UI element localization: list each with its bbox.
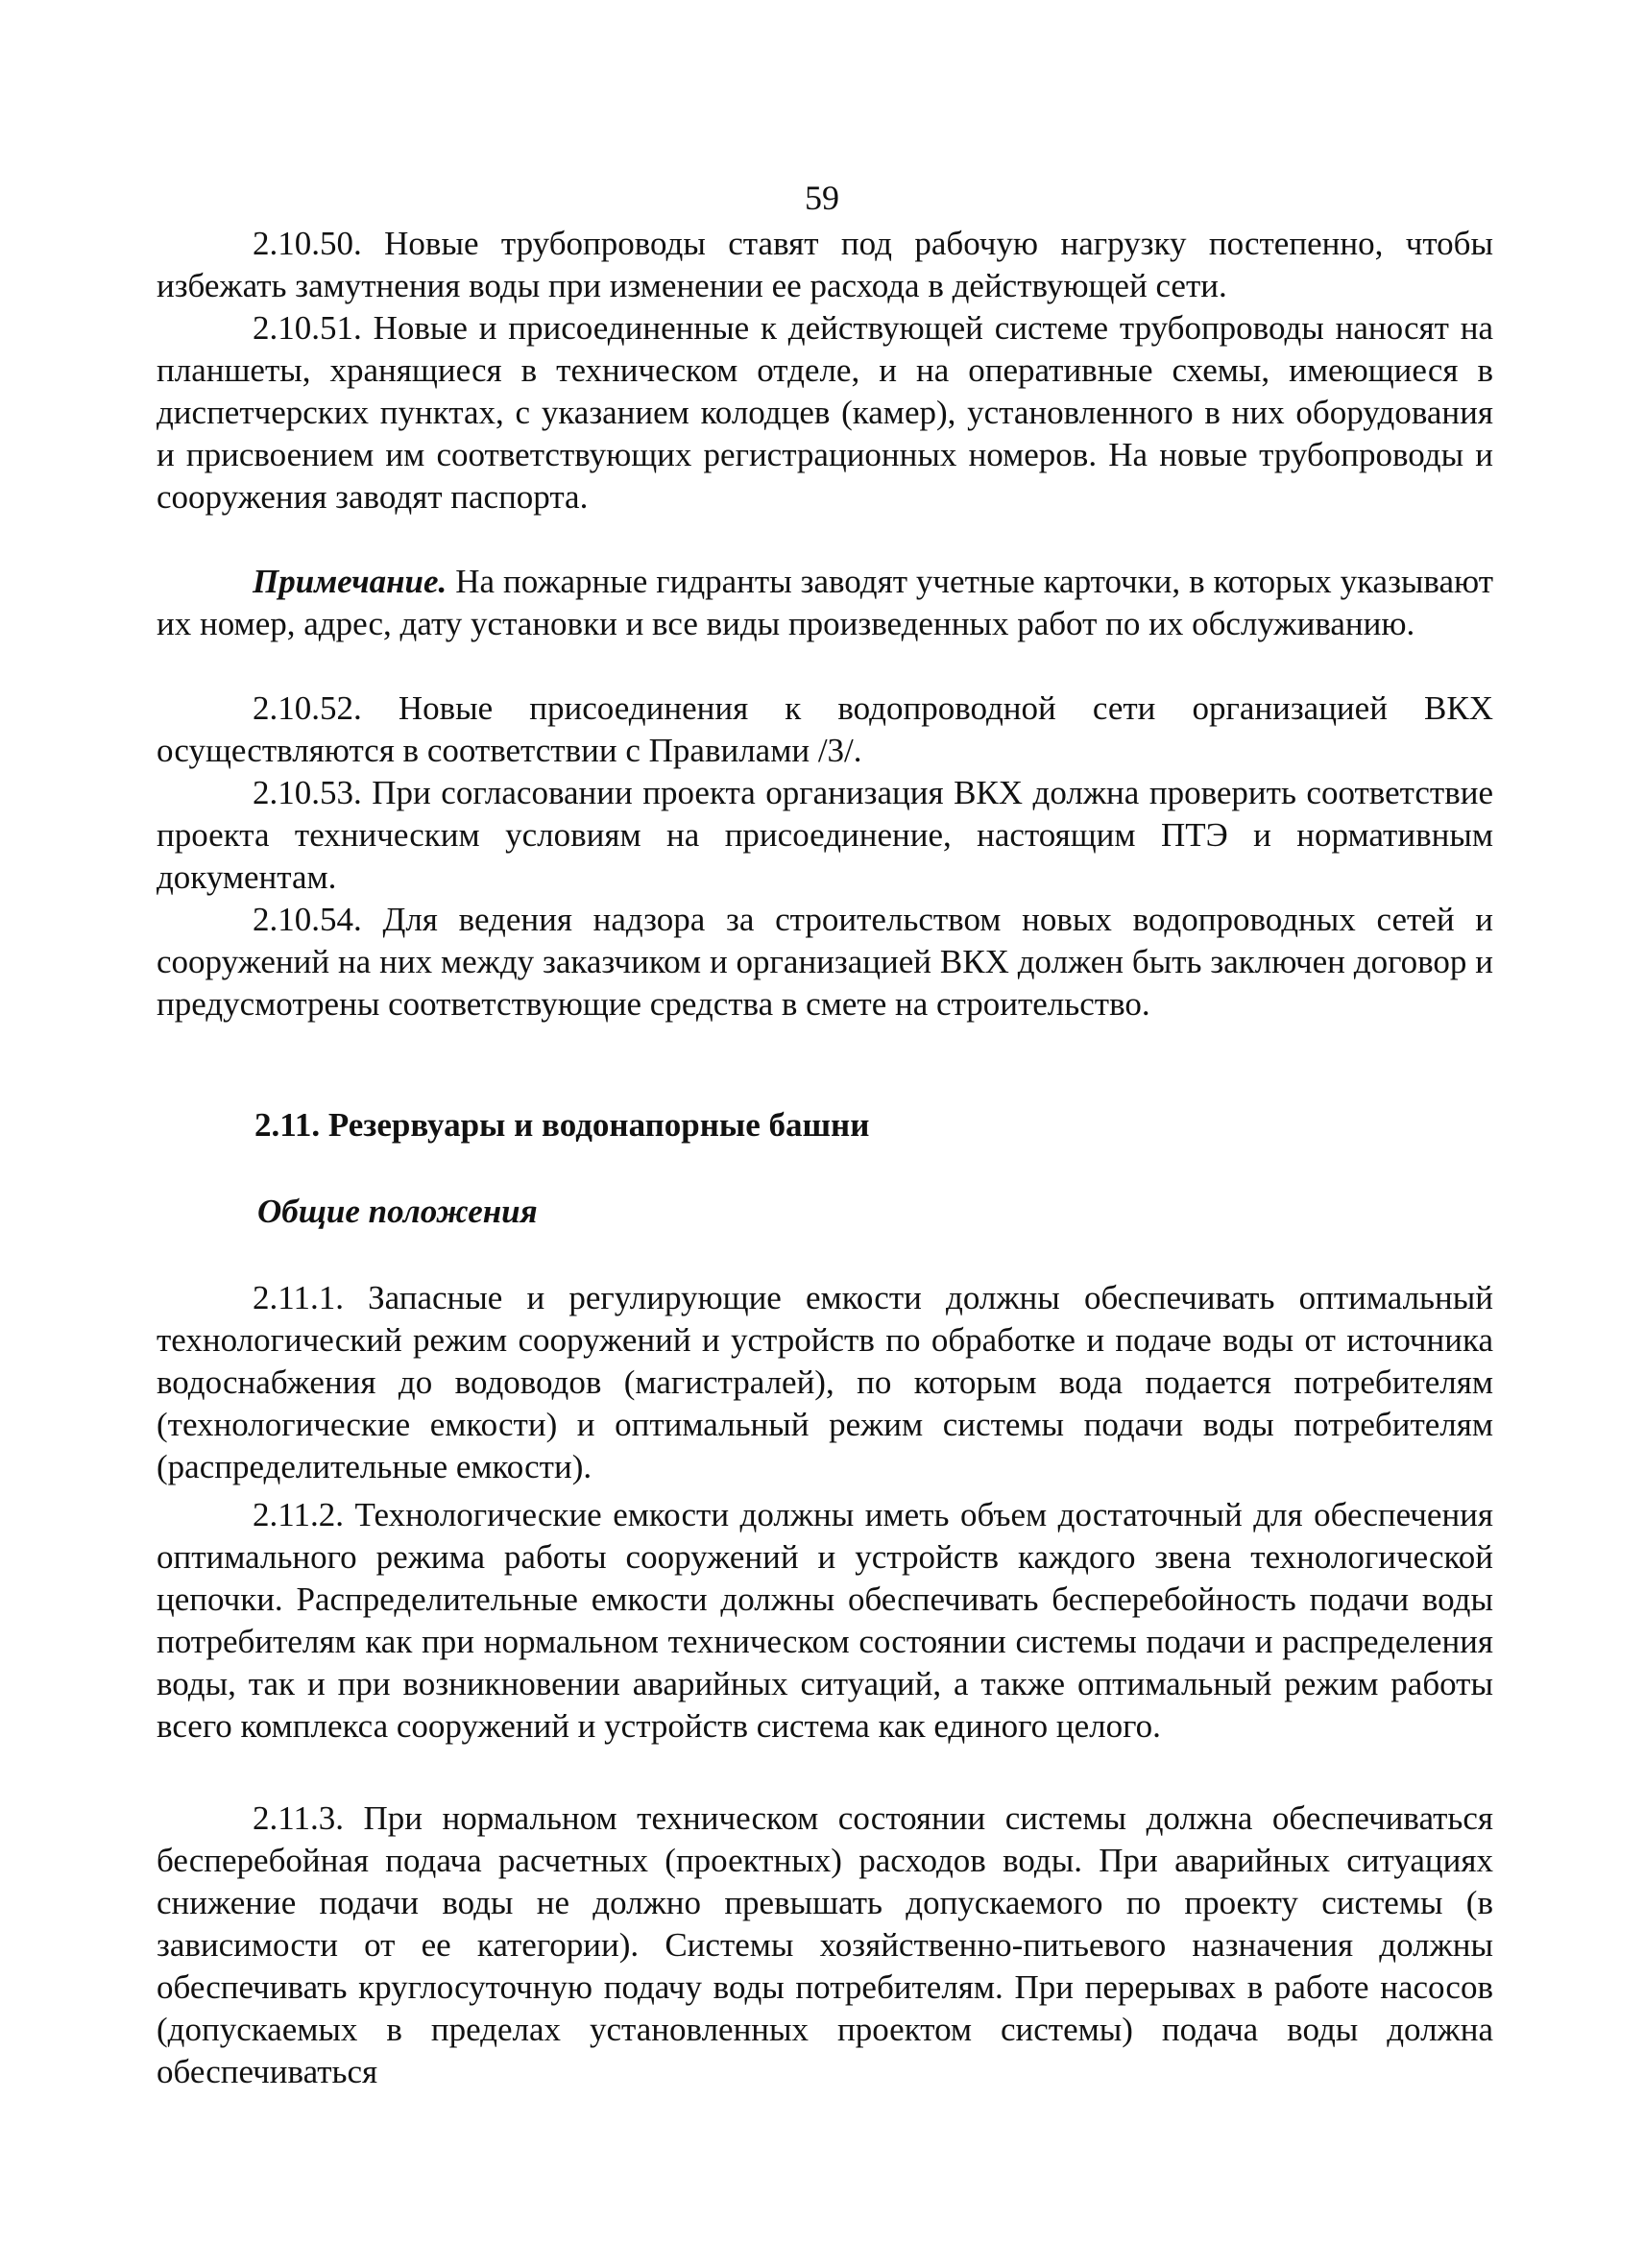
paragraph-2-10-54: 2.10.54. Для ведения надзора за строительством новых водопроводных сетей и сооружений на них между заказчиком и организацией ВКХ должен быть заключен договор и предусмотрены соответствующие средства в смете на строительство. — [157, 901, 1493, 1023]
note-paragraph — [157, 561, 1493, 645]
paragraph-2-11-3: 2.11.3. При нормальном техническом состоянии системы должна обеспечиваться бесперебойная подача расчетных (проектных) расходов воды. При аварийных ситуациях снижение подачи воды не должно превышать допускаемого по проекту системы (в зависимости от ее категории). Системы хозяйственно-питьевого назначения должны обеспечивать круглосуточную подачу воды потребителям. При перерывах в работе насосов (допускаемых в пределах установленных проектом системы) подача воды должна обеспечиваться — [157, 1799, 1493, 2090]
paragraph-2-11-2: 2.11.2. Технологические емкости должны иметь объем достаточный для обеспечения оптимального режима работы сооружений и устройств каждого звена технологической цепочки. Распределительные емкости должны обеспечивать бесперебойность подачи воды потребителям как при нормальном техническом состоянии системы подачи и распределения воды, так и при возникновении аварийных ситуаций, а также оптимальный режим работы всего комплекса сооружений и устройств система как единого целого. — [157, 1496, 1493, 1745]
paragraph-2-10-52: 2.10.52. Новые присоединения к водопроводной сети организацией ВКХ осуществляются в соответствии с Правилами /3/. — [157, 689, 1493, 769]
page-number: 59 — [805, 179, 839, 217]
paragraph-2-10-51: 2.10.51. Новые и присоединенные к действующей системе трубопроводы наносят на планшеты, хранящиеся в техническом отделе, и на оперативные схемы, имеющиеся в диспетчерских пунктах, с указанием колодцев (камер), установленного в них оборудования и присвоением им соответствующих регистрационных номеров. На новые трубопроводы и сооружения заводят паспорта. — [157, 309, 1493, 516]
section-heading: 2.11. Резервуары и водонапорные башни — [254, 1106, 870, 1144]
note-label: Примечание. — [253, 563, 447, 600]
paragraph-2-10-50: 2.10.50. Новые трубопроводы ставят под рабочую нагрузку постепенно, чтобы избежать замутнения воды при изменении ее расхода в действующей сети. — [157, 225, 1493, 304]
subsection-heading: Общие положения — [257, 1193, 538, 1230]
note-text: На пожарные гидранты заводят учетные карточки, в которых указывают их номер, адрес, дату установки и все виды произведенных работ по их обслуживанию. — [157, 563, 1493, 642]
paragraph-2-11-1: 2.11.1. Запасные и регулирующие емкости должны обеспечивать оптимальный технологический режим сооружений и устройств по обработке и подаче воды от источника водоснабжения до водоводов (магистралей), по которым вода подается потребителям (технологические емкости) и оптимальный режим системы подачи воды потребителям (распределительные емкости). — [157, 1279, 1493, 1485]
paragraph-2-10-53: 2.10.53. При согласовании проекта организация ВКХ должна проверить соответствие проекта техническим условиям на присоединение, настоящим ПТЭ и нормативным документам. — [157, 774, 1493, 896]
